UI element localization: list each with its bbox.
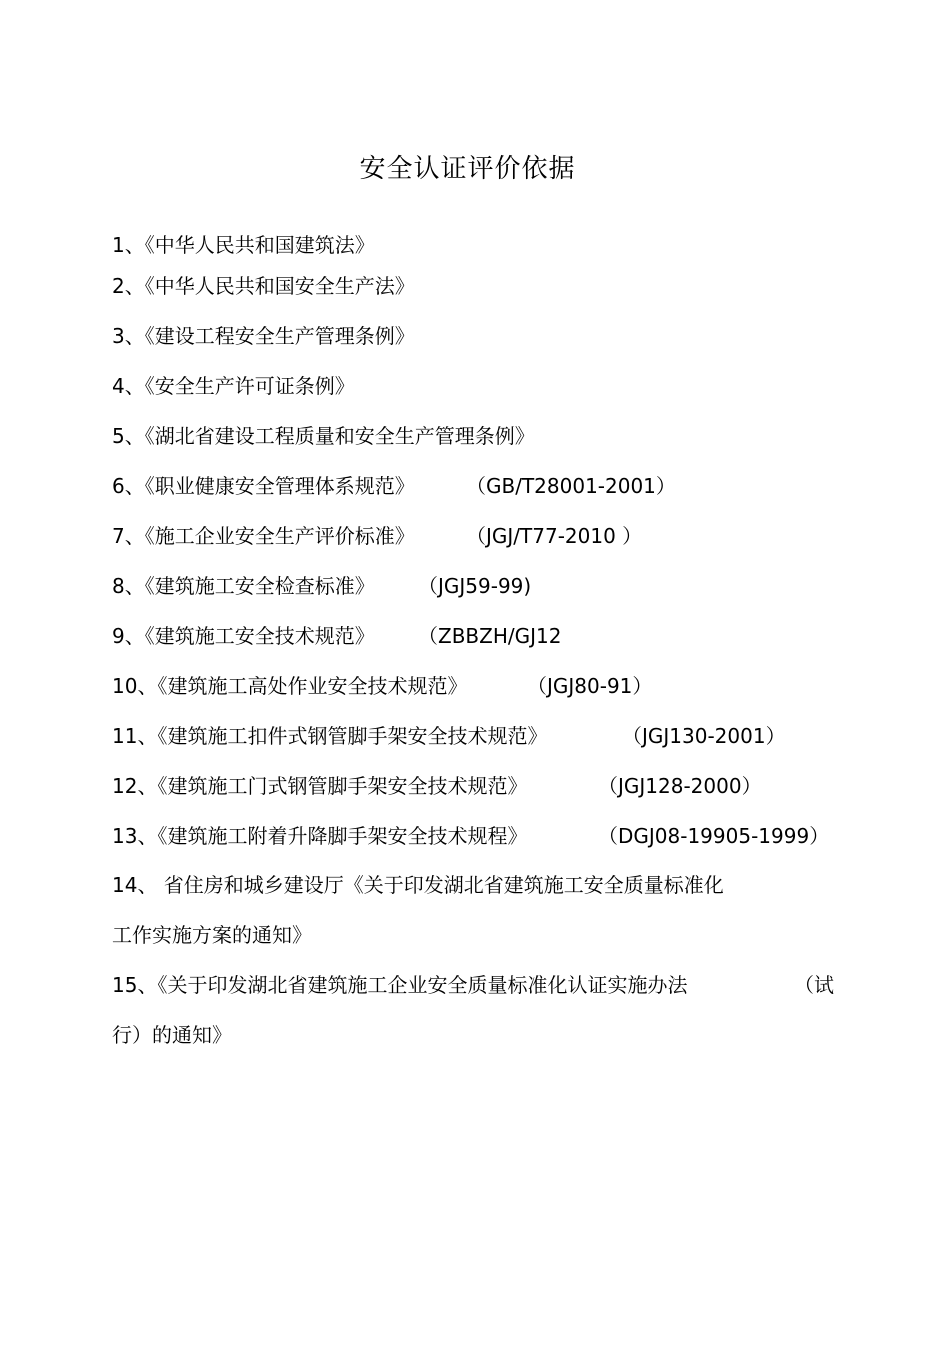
- list-item-tail: （试: [794, 973, 834, 997]
- standard-code: （JGJ/T77-2010 ）: [466, 524, 643, 548]
- list-item: 2、《中华人民共和国安全生产法》: [112, 274, 415, 298]
- list-item: 12、《建筑施工门式钢管脚手架安全技术规范》: [112, 774, 528, 798]
- standard-code: （JGJ130-2001）: [622, 724, 786, 748]
- standard-code: （GB/T28001-2001）: [466, 474, 676, 498]
- list-item: 7、《施工企业安全生产评价标准》: [112, 524, 415, 548]
- list-item: 13、《建筑施工附着升降脚手架安全技术规程》: [112, 824, 528, 848]
- standard-code: （JGJ59-99): [418, 574, 532, 598]
- list-item-continuation: 工作实施方案的通知》: [112, 923, 312, 947]
- list-item: 1、《中华人民共和国建筑法》: [112, 233, 375, 257]
- standard-code: （ZBBZH/GJ12: [418, 624, 562, 648]
- list-item: 10、《建筑施工高处作业安全技术规范》: [112, 674, 468, 698]
- list-item: 8、《建筑施工安全检查标准》: [112, 574, 375, 598]
- list-item: 14、 省住房和城乡建设厅《关于印发湖北省建筑施工安全质量标准化: [112, 873, 724, 897]
- list-item: 6、《职业健康安全管理体系规范》: [112, 474, 415, 498]
- list-item: 5、《湖北省建设工程质量和安全生产管理条例》: [112, 424, 535, 448]
- list-item: 9、《建筑施工安全技术规范》: [112, 624, 375, 648]
- standard-code: （JGJ80-91）: [527, 674, 653, 698]
- list-item: 11、《建筑施工扣件式钢管脚手架安全技术规范》: [112, 724, 548, 748]
- list-item: 4、《安全生产许可证条例》: [112, 374, 355, 398]
- standard-code: （DGJ08-19905-1999）: [598, 824, 830, 848]
- list-item: 15、《关于印发湖北省建筑施工企业安全质量标准化认证实施办法: [112, 973, 688, 997]
- standard-code: （JGJ128-2000）: [598, 774, 762, 798]
- list-item-continuation: 行）的通知》: [112, 1023, 232, 1047]
- list-item: 3、《建设工程安全生产管理条例》: [112, 324, 415, 348]
- document-title: 安全认证评价依据: [359, 154, 576, 184]
